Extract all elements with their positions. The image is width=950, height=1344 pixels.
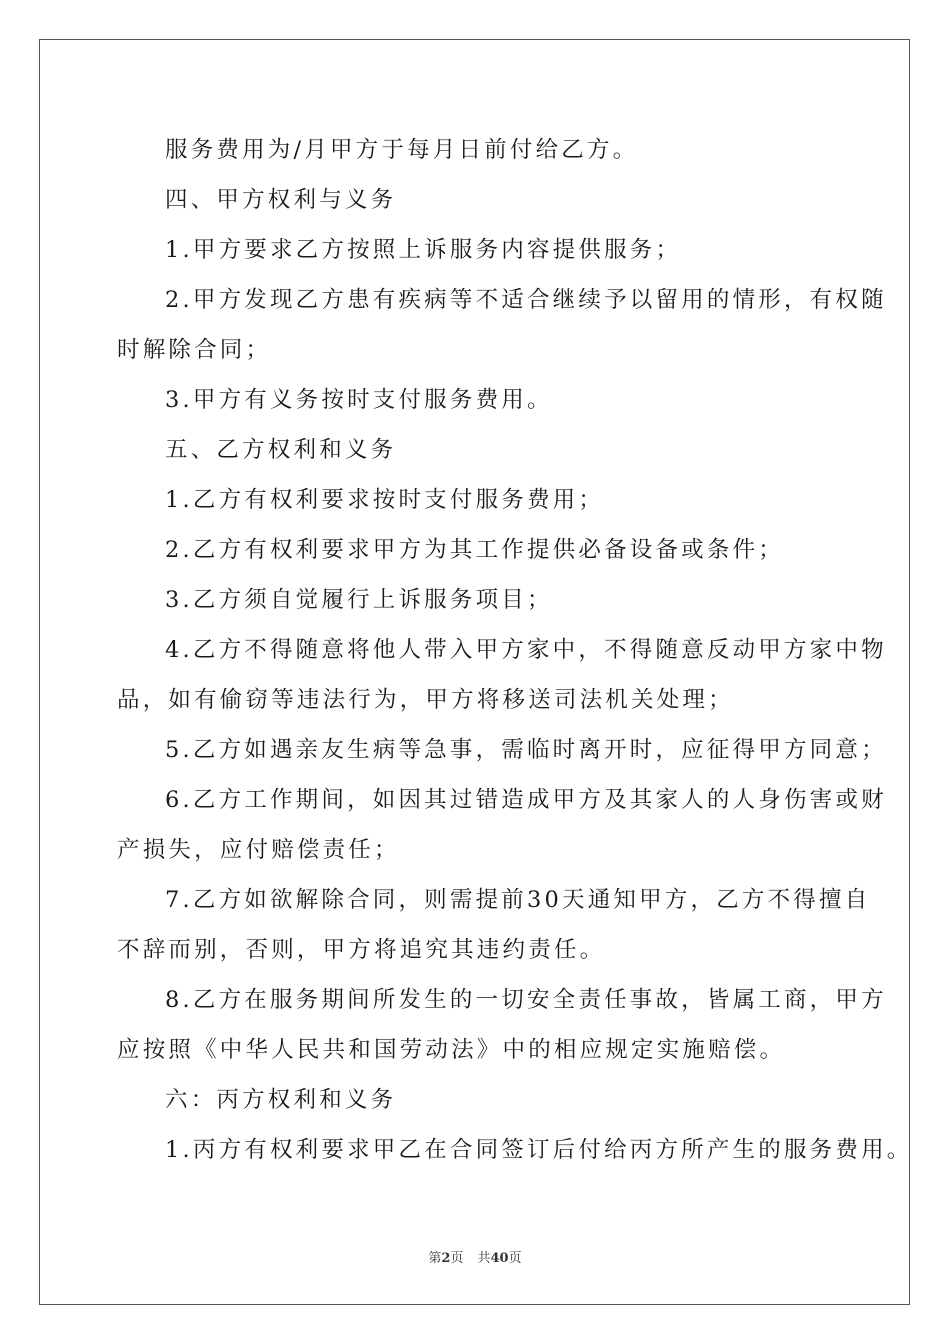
text-line: 应按照《中华人民共和国劳动法》中的相应规定实施赔偿。 bbox=[117, 1037, 786, 1063]
text-line: 2.乙方有权利要求甲方为其工作提供必备设备或条件； bbox=[165, 537, 784, 563]
text-line: 5.乙方如遇亲友生病等急事，需临时离开时，应征得甲方同意； bbox=[165, 737, 887, 763]
text-line: 8.乙方在服务期间所发生的一切安全责任事故，皆属工商，甲方 bbox=[165, 987, 887, 1013]
text-line: 时解除合同； bbox=[117, 337, 272, 363]
text-line: 1.甲方要求乙方按照上诉服务内容提供服务； bbox=[165, 237, 682, 263]
text-line: 产损失，应付赔偿责任； bbox=[117, 837, 400, 863]
text-line: 服务费用为/月甲方于每月日前付给乙方。 bbox=[165, 137, 639, 163]
page-footer bbox=[0, 1247, 950, 1266]
text-line: 品，如有偷窃等违法行为，甲方将移送司法机关处理； bbox=[117, 687, 734, 713]
total-pages-label: 共40页 bbox=[477, 1251, 522, 1266]
text-line: 3.乙方须自觉履行上诉服务项目； bbox=[165, 587, 553, 613]
section-heading: 四、甲方权利与义务 bbox=[165, 187, 397, 213]
page-number: 2 bbox=[441, 1251, 451, 1266]
text-line: 2.甲方发现乙方患有疾病等不适合继续予以留用的情形，有权随 bbox=[165, 287, 887, 313]
text-line: 6.乙方工作期间，如因其过错造成甲方及其家人的人身伤害或财 bbox=[165, 787, 887, 813]
text-line: 1.乙方有权利要求按时支付服务费用； bbox=[165, 487, 605, 513]
text-line: 3.甲方有义务按时支付服务费用。 bbox=[165, 387, 553, 413]
text-line: 7.乙方如欲解除合同，则需提前30天通知甲方，乙方不得擅自 bbox=[165, 887, 871, 913]
document-body bbox=[117, 125, 913, 1175]
text-line: 4.乙方不得随意将他人带入甲方家中，不得随意反动甲方家中物 bbox=[165, 637, 887, 663]
section-heading: 五、乙方权利和义务 bbox=[165, 437, 397, 463]
total-pages-number: 40 bbox=[490, 1251, 509, 1266]
page-label: 第2页 bbox=[428, 1251, 464, 1266]
text-line: 不辞而别，否则，甲方将追究其违约责任。 bbox=[117, 937, 606, 963]
text-line: 1.丙方有权利要求甲乙在合同签订后付给丙方所产生的服务费用。 bbox=[165, 1137, 913, 1163]
section-heading: 六：丙方权利和义务 bbox=[165, 1087, 397, 1113]
